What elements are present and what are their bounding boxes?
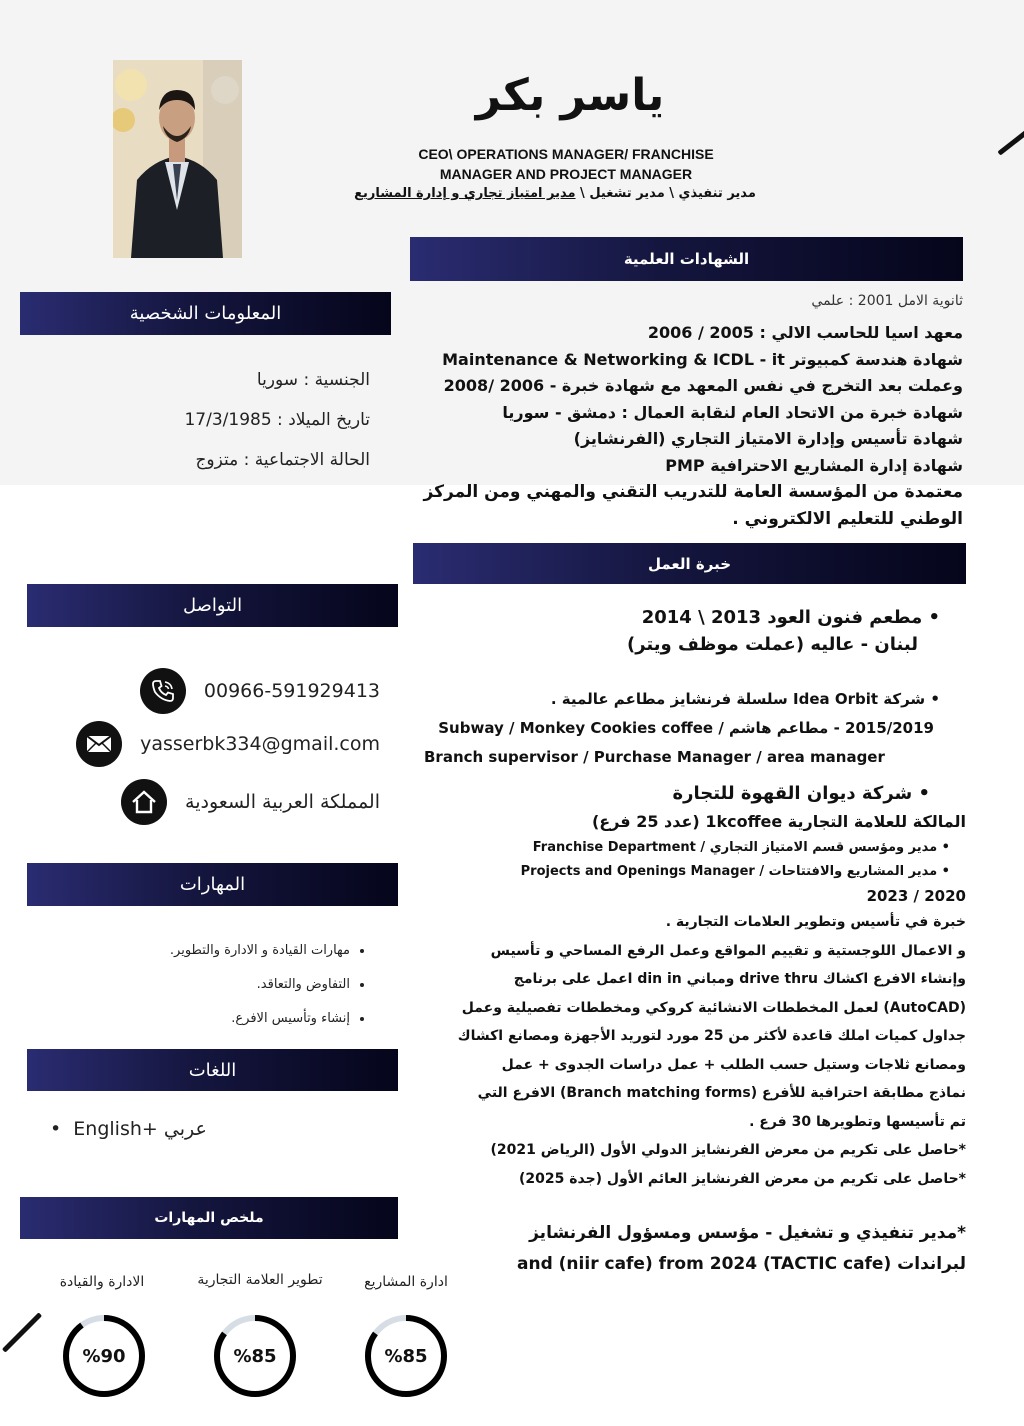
detail-line: وإنشاء الافرع اكشاك drive thru ومباني din in اعمل على برنامج bbox=[513, 971, 966, 987]
bullet-icon: • bbox=[937, 840, 950, 855]
summary-label-projects: ادارة المشاريع bbox=[364, 1274, 448, 1290]
experience-heading: خبرة العمل bbox=[647, 554, 732, 573]
profile-photo bbox=[113, 60, 242, 258]
job-title-arabic-part1: مدير تنفيذي \ مدير تشغيل \ bbox=[575, 186, 756, 201]
detail-line: خبرة في تأسيس وتطوير العلامات التجارية . bbox=[665, 914, 966, 930]
education-heading-bar bbox=[410, 237, 963, 281]
job-3 bbox=[420, 780, 966, 908]
phone-icon bbox=[140, 668, 186, 714]
person-name: ياسر بكر bbox=[475, 70, 665, 121]
job-3-title-row bbox=[420, 780, 966, 808]
skill-item: • مهارات القيادة و الادارة والتطوير. bbox=[60, 934, 350, 968]
education-line: معهد اسيا للحاسب الالي : 2005 / 2006 bbox=[647, 323, 963, 342]
detail-line: جداول كميات املك قاعدة لأكثر من 25 مورد لتوريد الأجهزة ومصانع اكشاك bbox=[457, 1028, 966, 1044]
education-line: شهادة إدارة المشاريع الاحترافية PMP bbox=[665, 455, 963, 475]
bullet-icon: • bbox=[912, 783, 930, 804]
job-title-english bbox=[360, 144, 772, 184]
job-3-role-2 bbox=[420, 860, 966, 884]
bullet-icon: • bbox=[925, 690, 940, 708]
bullet-icon: • bbox=[50, 1118, 74, 1140]
summary-label-leadership: الادارة والقيادة bbox=[59, 1274, 145, 1290]
education-line: معتمدة من المؤسسة العامة للتدريب التقني والمهني ومن المركز bbox=[423, 482, 963, 502]
contact-heading: التواصل bbox=[182, 595, 243, 616]
email-address: yasserbk334@gmail.com bbox=[140, 733, 380, 755]
skills-list bbox=[60, 934, 350, 1036]
detail-line: ومصانع ثلاجات وستيل حسب الطلب + عمل دراسات الجدوى + عمل bbox=[501, 1056, 966, 1073]
education-line: شهادة خبرة من الاتحاد العام لنقابة العمال : دمشق - سوريا bbox=[502, 402, 963, 422]
job-3-years: 2020 / 2023 bbox=[866, 887, 966, 905]
job-3-details bbox=[420, 908, 966, 1193]
summary-ring-leadership bbox=[61, 1313, 147, 1399]
award-line: *حاصل على تكريم من معرض الفرنشايز الدولي الأول (الرياض 2021) bbox=[490, 1142, 966, 1158]
summary-ring-branding bbox=[212, 1313, 298, 1399]
job-3-role-1 bbox=[420, 836, 966, 860]
skills-summary-heading: ملخص المهارات bbox=[154, 1210, 264, 1226]
job-2-line1 bbox=[400, 685, 940, 714]
languages-heading: اللغات bbox=[188, 1059, 237, 1081]
personal-info-heading: المعلومات الشخصية bbox=[129, 303, 282, 324]
award-line: *حاصل على تكريم من معرض الفرنشايز العائم الأول (جدة 2025) bbox=[518, 1170, 966, 1187]
skills-heading-bar bbox=[27, 863, 398, 906]
languages-heading-bar bbox=[27, 1049, 398, 1091]
education-line: الوطني للتعليم الالكتروني . bbox=[732, 508, 963, 529]
bullet-icon: • bbox=[937, 864, 950, 879]
job-3-owner: المالكة للعلامة التجارية 1kcoffee (عدد 25 فرع) bbox=[591, 812, 966, 831]
job-2-company: شركة Idea Orbit سلسلة فرنشايز مطاعم عالمية . bbox=[550, 690, 926, 708]
skills-heading: المهارات bbox=[179, 874, 246, 895]
current-role-line2: لبراندات (TACTIC cafe) and (niir cafe) from 2024 bbox=[517, 1254, 966, 1274]
languages-value: عربي +English bbox=[73, 1118, 207, 1140]
summary-value-leadership: %90 bbox=[82, 1345, 126, 1367]
education-line: شهادة هندسة كمبيوتر Maintenance & Networking & ICDL - it bbox=[442, 349, 963, 369]
phone-number: 00966-591929413 bbox=[203, 680, 380, 702]
mail-icon bbox=[76, 721, 122, 767]
skill-item: • التفاوض والتعاقد. bbox=[60, 968, 350, 1002]
job-3-role-1-text: مدير ومؤسس قسم الامتياز التجاري / Franchise Department bbox=[532, 840, 938, 855]
education-line: وعملت بعد التخرج في نفس المعهد مع شهادة خبرة - 2006 /2008 bbox=[443, 376, 963, 395]
nationality: الجنسية : سوريا bbox=[256, 370, 370, 390]
skills-summary-heading-bar bbox=[20, 1197, 398, 1239]
location: المملكة العربية السعودية bbox=[185, 791, 380, 813]
job-2-line2: 2015/2019 - مطاعم هاشم / Subway / Monkey Cookies coffee bbox=[438, 719, 934, 737]
home-icon bbox=[121, 779, 167, 825]
decorative-slash bbox=[2, 1312, 42, 1352]
job-title-english-line1: CEO\ OPERATIONS MANAGER/ FRANCHISE bbox=[418, 146, 714, 162]
detail-line: تم تأسيسها وتطويرها 30 فرع . bbox=[749, 1113, 966, 1130]
marital-status: الحالة الاجتماعية : متزوج bbox=[195, 450, 370, 470]
job-3-role-2-text: مدير المشاريع والافتتاحات / Projects and Openings Manager bbox=[520, 864, 938, 879]
job-3-company: شركة ديوان القهوة للتجارة bbox=[672, 783, 913, 804]
education-line-0: ثانوية الامل 2001 : علمي bbox=[811, 293, 963, 309]
contact-email[interactable] bbox=[40, 721, 380, 767]
detail-line: (AutoCAD) لعمل المخططات الانشائية كروكي ومخططات تفصيلية وعمل bbox=[461, 999, 966, 1016]
job-title-english-line2: MANAGER AND PROJECT MANAGER bbox=[439, 166, 693, 182]
current-role bbox=[420, 1218, 966, 1280]
contact-phone[interactable] bbox=[40, 668, 380, 714]
birth-date: تاريخ الميلاد : 17/3/1985 bbox=[184, 410, 370, 430]
skill-item: • إنشاء وتأسيس الافرع. bbox=[60, 1002, 350, 1036]
languages-item bbox=[50, 1118, 250, 1140]
contact-location bbox=[40, 779, 380, 825]
experience-heading-bar bbox=[413, 543, 966, 584]
education-line: شهادة تأسيس وإدارة الامتياز التجاري (الفرنشايز) bbox=[573, 429, 963, 448]
summary-label-branding: تطوير العلامة التجارية bbox=[197, 1272, 323, 1288]
summary-value-branding: %85 bbox=[233, 1345, 277, 1367]
job-title-arabic bbox=[340, 186, 770, 201]
personal-info-heading-bar bbox=[20, 292, 391, 335]
job-1-title: مطعم فنون العود 2013 \ 2014 bbox=[641, 607, 923, 628]
contact-heading-bar bbox=[27, 584, 398, 627]
current-role-line1: *مدير تنفيذي و تشغيل - مؤسس ومسؤول الفرنشايز bbox=[529, 1223, 966, 1243]
summary-ring-projects bbox=[363, 1313, 449, 1399]
education-heading: الشهادات العلمية bbox=[623, 250, 750, 268]
detail-line: نماذج مطابقة احترافية للأفرع (Branch matching forms) الافرع التي bbox=[477, 1085, 966, 1101]
summary-value-projects: %85 bbox=[384, 1345, 428, 1367]
detail-line: و الاعمال اللوجستية و تقييم المواقع وعمل الرفع المساحي و تأسيس bbox=[490, 942, 966, 959]
education-list bbox=[400, 320, 963, 532]
job-2-line3: Branch supervisor / Purchase Manager / area manager bbox=[424, 748, 885, 766]
bullet-icon: • bbox=[922, 607, 940, 628]
job-2 bbox=[400, 685, 940, 772]
job-1-line2: لبنان - عاليه (عملت موظف ويتر) bbox=[627, 634, 918, 655]
job-title-arabic-part2: مدير امتياز تجاري و إدارة المشاريع bbox=[354, 186, 576, 201]
job-1 bbox=[440, 604, 940, 658]
job-1-line1 bbox=[440, 604, 940, 631]
